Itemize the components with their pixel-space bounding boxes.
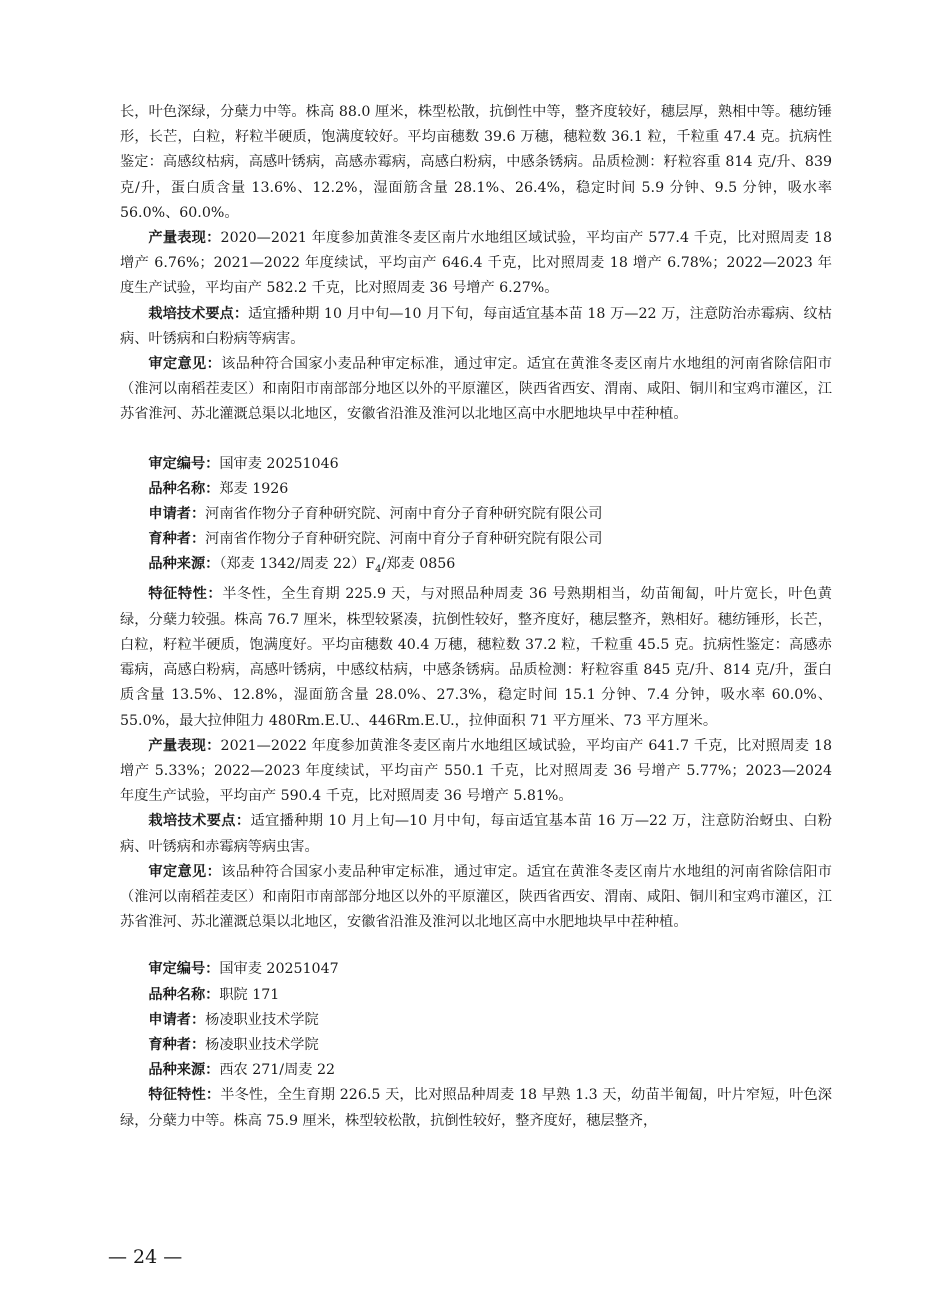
section-gap xyxy=(120,428,832,452)
variety-source-row: 品种来源：（郑麦 1342/周麦 $22)F_4/$郑麦 0856 xyxy=(148,556,456,576)
applicant: 杨凌职业技术学院 xyxy=(205,1011,319,1028)
cultivation-paragraph xyxy=(120,302,832,352)
section-gap xyxy=(120,935,832,957)
page-content xyxy=(120,100,832,1134)
breeder-row: 育种者：河南省作物分子育种研究院、河南中育分子育种研究院有限公司 xyxy=(148,531,603,548)
opinion-paragraph xyxy=(120,352,832,428)
approval-code-row: 审定编号：国审麦 20251046 xyxy=(148,455,339,472)
yield-label: 产量表现： xyxy=(148,230,221,247)
variety-source-row: 品种来源：西农 271/周麦 22 xyxy=(148,1062,336,1079)
breeder-row: 育种者：杨凌职业技术学院 xyxy=(148,1036,319,1053)
applicant-row: 申请者：河南省作物分子育种研究院、河南中育分子育种研究院有限公司 xyxy=(148,506,603,523)
applicant: 河南省作物分子育种研究院、河南中育分子育种研究院有限公司 xyxy=(205,506,603,523)
cultivation-text: 适宜播种期 10 月中旬—10 月下旬，每亩适宜基本苗 18 万—22 万，注意防治赤霉病、纹枯病、叶锈病和白粉病等病害。 xyxy=(120,305,832,347)
approval-code: 国审麦 20251046 xyxy=(219,455,339,472)
trait-paragraph: 特征特性：半冬性，全生育期 226.5 天，比对照品种周麦 18 早熟 1.3 天，幼苗半匍匐，叶片窄短，叶色深绿，分蘖力中等。株高 75.9 厘米，株型较松散，抗倒性较好，整齐度好，穗层整齐， xyxy=(120,1087,832,1129)
opinion-text: 该品种符合国家小麦品种审定标准，通过审定。适宜在黄淮冬麦区南片水地组的河南省除信阳市（淮河以南稻茬麦区）和南阳市南部部分地区以外的平原灌区，陕西省西安、渭南、咸阳、铜川和宝鸡市灌区，江苏省淮河、苏北灌溉总渠以北地区，安徽省沿淮及淮河以北地区高中水肥地块早中茬种植。 xyxy=(120,356,832,423)
opinion-label: 审定意见： xyxy=(148,356,222,373)
approval-code-row: 审定编号：国审麦 20251047 xyxy=(148,961,339,978)
opinion-paragraph: 审定意见：该品种符合国家小麦品种审定标准，通过审定。适宜在黄淮冬麦区南片水地组的河南省除信阳市（淮河以南稻茬麦区）和南阳市南部部分地区以外的平原灌区，陕西省西安、渭南、咸阳、铜川和宝鸡市灌区，江苏省淮河、苏北灌溉总渠以北地区，安徽省沿淮及淮河以北地区高中水肥地块早中茬种植。 xyxy=(120,863,832,931)
variety-entry-1047 xyxy=(120,957,832,1133)
breeder: 杨凌职业技术学院 xyxy=(205,1036,319,1053)
applicant-row: 申请者：杨凌职业技术学院 xyxy=(148,1011,319,1028)
variety-name: 职院 171 xyxy=(219,986,280,1003)
breeder: 河南省作物分子育种研究院、河南中育分子育种研究院有限公司 xyxy=(205,531,603,548)
variety-entry-1046 xyxy=(120,452,832,936)
variety-name-row: 品种名称：郑麦 1926 xyxy=(148,480,289,497)
yield-text: 2020—2021 年度参加黄淮冬麦区南片水地组区域试验，平均亩产 577.4 千克，比对照周麦 18 增产 6.76%；2021—2022 年度续试，平均亩产 646.4 千克，比对照周麦 18 增产 6.78%；2022—2023 年度生产试验，平均亩产 582.2 千克，比对照周麦 36 号增产 6.27%。 xyxy=(120,230,832,297)
yield-paragraph: 产量表现：2021—2022 年度参加黄淮冬麦区南片水地组区域试验，平均亩产 641.7 千克，比对照周麦 18 增产 5.33%；2022—2023 年度续试，平均亩产 550.1 千克，比对照周麦 36 号增产 5.77%；2023—2024 年度生产试验，平均亩产 590.4 千克，比对照周麦 36 号增产 5.81%。 xyxy=(120,737,832,805)
cultivation-label: 栽培技术要点： xyxy=(148,305,249,322)
yield-paragraph xyxy=(120,226,832,302)
variety-source: 西农 271/周麦 22 xyxy=(219,1062,336,1079)
variety-name: 郑麦 1926 xyxy=(219,480,289,497)
trait-paragraph: 特征特性：半冬性，全生育期 225.9 天，与对照品种周麦 36 号熟期相当，幼苗匍匐，叶片宽长，叶色黄绿，分蘖力较强。株高 76.7 厘米，株型较紧凑，抗倒性较好，整齐度好，穗层整齐，熟相好。穗纺锤形，长芒，白粒，籽粒半硬质，饱满度好。平均亩穗数 40.4 万穗，穗粒数 37.2 粒，千粒重 45.5 克。抗病性鉴定：高感赤霉病，高感白粉病，高感叶锈病，中感纹枯病，中感条锈病。品质检测：籽粒容重 845 克/升、814 克/升，蛋白质含量 13.5%、12.8%，湿面筋含量 28.0%、27.3%，稳定时间 15.1 分钟、7.4 分钟，吸水率 60.0%、55.0%，最大拉伸阻力 480Rm.E.U.、446Rm.E.U.，拉伸面积 71 平方厘米、73 平方厘米。 xyxy=(120,586,832,729)
cultivation-paragraph: 栽培技术要点：适宜播种期 10 月上旬—10 月中旬，每亩适宜基本苗 16 万—22 万，注意防治蚜虫、白粉病、叶锈病和赤霉病等病虫害。 xyxy=(120,813,832,855)
variety-source: （郑麦 1342/周麦 $22)F_4/$郑麦 0856 xyxy=(219,556,456,576)
continued-trait-paragraph: 长，叶色深绿，分蘖力中等。株高 88.0 厘米，株型松散，抗倒性中等，整齐度较好，穗层厚，熟相中等。穗纺锤形，长芒，白粒，籽粒半硬质，饱满度较好。平均亩穗数 39.6 万穗，穗粒数 36.1 粒，千粒重 47.4 克。抗病性鉴定：高感纹枯病，高感叶锈病，高感赤霉病，高感白粉病，中感条锈病。品质检测：籽粒容重 814 克/升、839 克/升，蛋白质含量 13.6%、12.2%，湿面筋含量 28.1%、26.4%，稳定时间 5.9 分钟、9.5 分钟，吸水率 56.0%、60.0%。 xyxy=(120,104,832,221)
variety-name-row: 品种名称：职院 171 xyxy=(148,986,280,1003)
page-number: — 24 — xyxy=(108,1246,183,1268)
approval-code: 国审麦 20251047 xyxy=(219,961,339,978)
